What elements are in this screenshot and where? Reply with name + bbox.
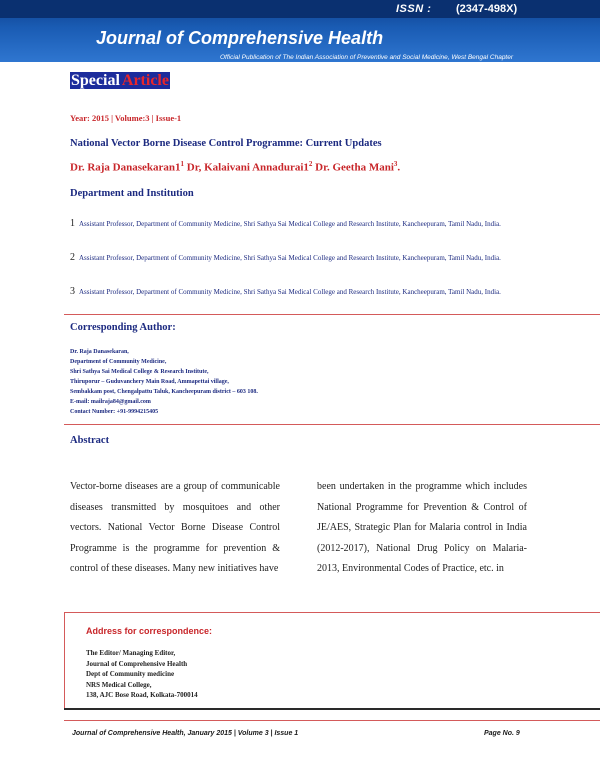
address-line: Journal of Comprehensive Health: [86, 659, 188, 668]
address-line: Dept of Community medicine: [86, 670, 175, 679]
article-type-part1: Special: [71, 72, 120, 89]
footer-citation: Journal of Comprehensive Health, January 2015 | Volume 3 | Issue 1: [72, 730, 299, 737]
author-name: Dr, Kalaivani Annadurai1: [186, 161, 309, 174]
affiliation-text: Assistant Professor, Department of Community Medicine, Shri Sathya Sai Medical College and Research Institute, Kancheepuram, Tamil Nadu, India.: [79, 288, 501, 296]
affiliation-item: [70, 285, 532, 299]
abstract-column-2: been undertaken in the programme which includes National Programme for Prevention & Control of JE/AES, Strategic Plan for Malaria control in India (2012-2017), National Drug Policy on Malaria-2013, Environmental Codes of Practice, etc. in: [317, 481, 527, 574]
affiliation-text: Assistant Professor, Department of Community Medicine, Shri Sathya Sai Medical College and Research Institute, Kancheepuram, Tamil Nadu, India.: [79, 220, 501, 228]
corresponding-line: Sembakkam post, Chengalpattu Taluk, Kancheepuram district – 603 108.: [70, 389, 258, 395]
journal-title: Journal of Comprehensive Health: [96, 28, 384, 48]
author-name: Dr. Raja Danasekaran1: [70, 161, 181, 174]
article-type-label: [70, 72, 170, 90]
address-box-bottom: [64, 708, 600, 710]
affiliation-number: 2: [70, 252, 75, 263]
section-divider: [64, 314, 600, 315]
address-box-left: [64, 612, 65, 708]
corresponding-line: Department of Community Medicine,: [70, 359, 167, 365]
address-line: The Editor/ Managing Editor,: [86, 649, 176, 657]
footer-divider: [64, 720, 600, 721]
affiliation-item: [70, 251, 532, 265]
corresponding-details: [70, 347, 258, 417]
section-divider: [64, 424, 600, 425]
abstract-column-1: Vector-borne diseases are a group of communicable diseases transmitted by mosquitoes and other vectors. National Vector Borne Disease Control Programme is the programme for prevention & control of these diseases. Many new initiatives have: [70, 481, 280, 574]
affiliation-number: 1: [70, 218, 75, 229]
article-title: National Vector Borne Disease Control Programme: Current Updates: [70, 138, 382, 149]
corresponding-line: Contact Number: +91-9994215405: [70, 409, 159, 415]
author-sup: 1: [180, 160, 185, 168]
author-sup: 2: [308, 160, 313, 168]
authors-end: .: [397, 161, 401, 174]
affiliation-number: 3: [70, 286, 75, 297]
address-line: NRS Medical College,: [86, 680, 152, 689]
article-type-part2: Article: [121, 72, 169, 89]
abstract-heading: Abstract: [70, 435, 110, 446]
address-heading: Address for correspondence:: [86, 626, 213, 636]
corresponding-line: Dr. Raja Danasekaran,: [70, 349, 129, 355]
issn-label: ISSN :: [396, 3, 432, 15]
affiliation-item: [70, 217, 532, 231]
journal-subtitle: Official Publication of The Indian Association of Preventive and Social Medicine, West Bengal Chapter: [220, 54, 514, 61]
issn-value: (2347-498X): [456, 3, 518, 15]
page-number: Page No. 9: [484, 730, 520, 737]
corresponding-line: Shri Sathya Sai Medical College & Research Institute,: [70, 369, 209, 375]
author-sup: 3: [393, 160, 398, 168]
corresponding-heading: Corresponding Author:: [70, 322, 176, 333]
author-list: [70, 160, 400, 174]
corresponding-line: Thiruporur – Guduvanchery Main Road, Ammapettai village,: [70, 379, 229, 385]
corresponding-line: E-mail: mailraja84@gmail.com: [70, 399, 151, 405]
affiliation-text: Assistant Professor, Department of Community Medicine, Shri Sathya Sai Medical College and Research Institute, Kancheepuram, Tamil Nadu, India.: [79, 254, 501, 262]
address-line: 138, AJC Bose Road, Kolkata-700014: [86, 691, 198, 700]
address-box-top: [64, 612, 600, 613]
journal-banner: [0, 0, 600, 62]
author-name: Dr. Geetha Mani: [315, 161, 394, 174]
issue-meta: Year: 2015 | Volume:3 | Issue-1: [70, 113, 182, 123]
address-details: [86, 648, 198, 701]
department-heading: Department and Institution: [70, 188, 194, 199]
